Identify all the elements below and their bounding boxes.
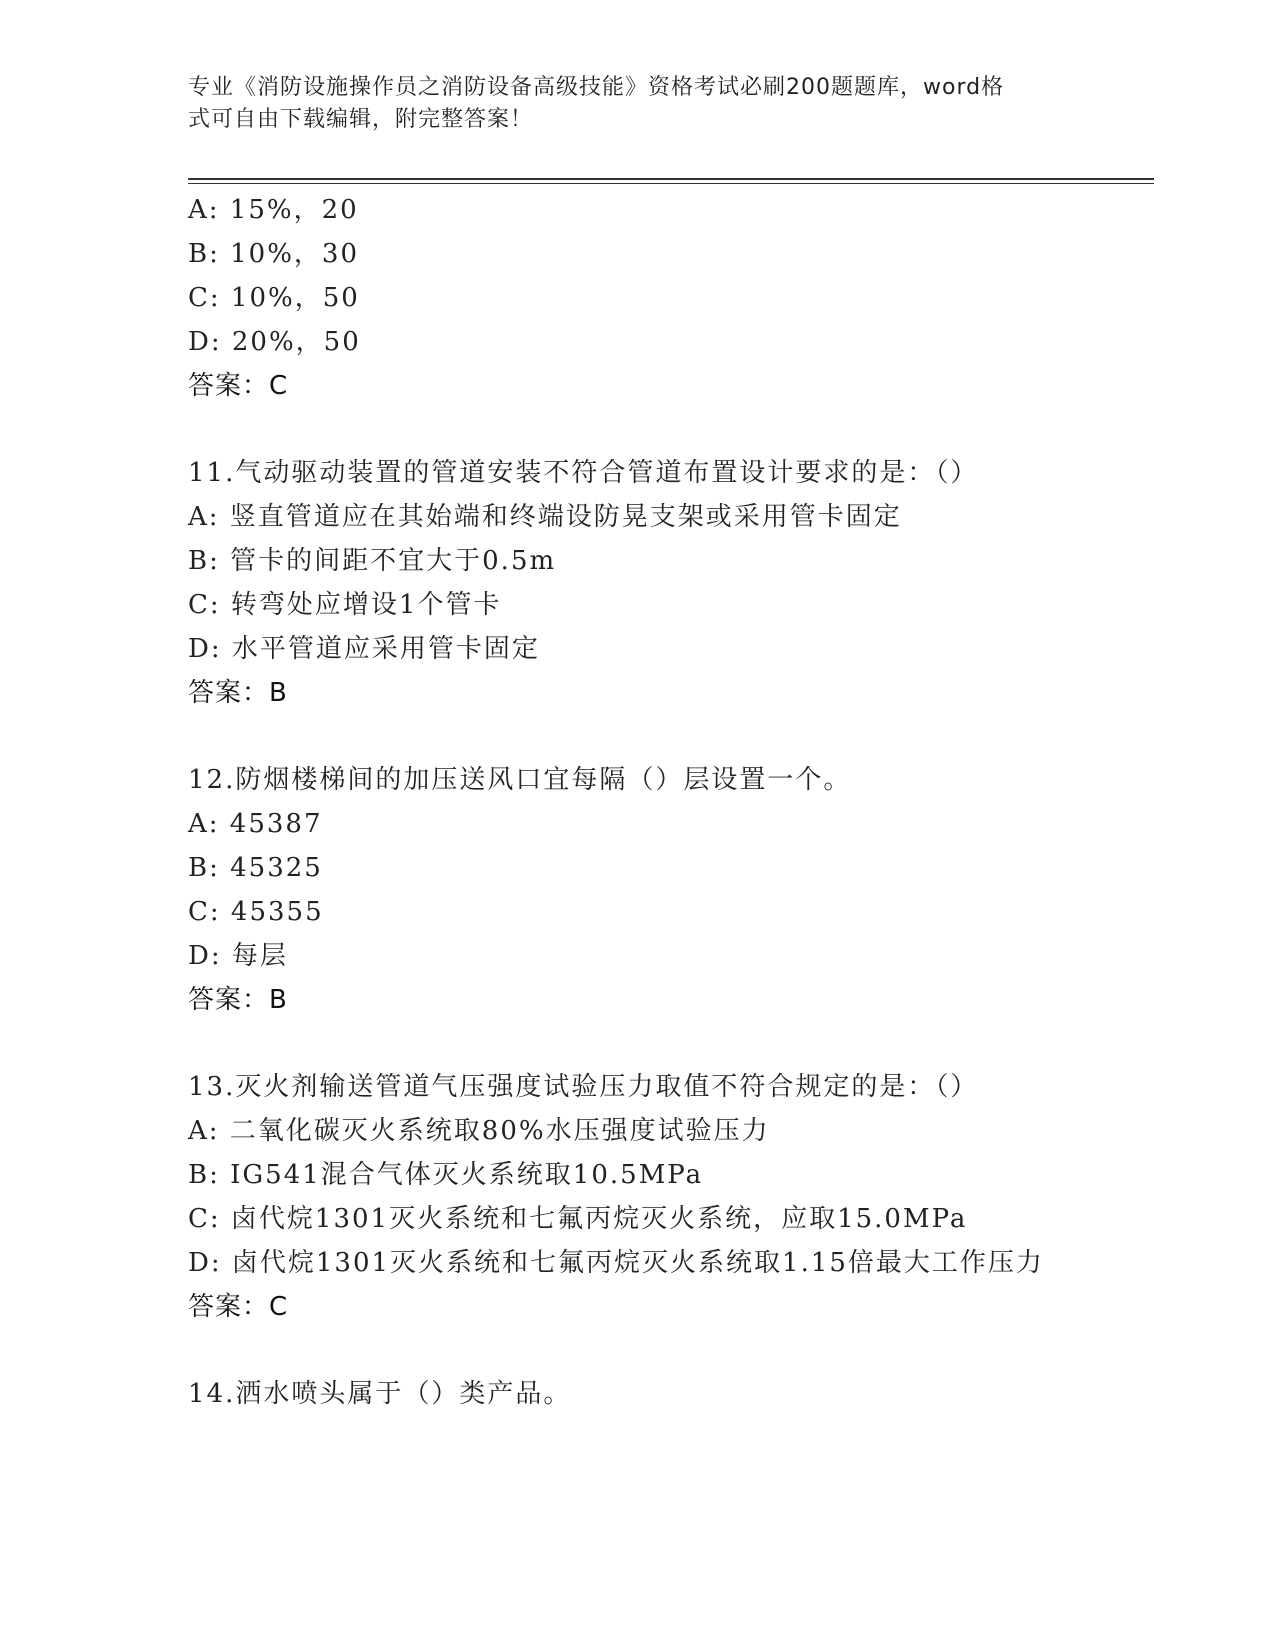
q13-answer: 答案：C: [188, 1292, 289, 1322]
q12-question: 12.防烟楼梯间的加压送风口宜每隔（）层设置一个。: [188, 765, 852, 795]
q13-option-c: C: 卤代烷1301灭火系统和七氟丙烷灭火系统，应取15.0MPa: [188, 1204, 968, 1234]
document-header: [188, 72, 1068, 136]
q11-answer: 答案：B: [188, 678, 288, 708]
header-divider-thin: [188, 183, 1154, 184]
q11-question: 11.气动驱动装置的管道安装不符合管道布置设计要求的是：（）: [188, 458, 979, 488]
q10-answer: 答案：C: [188, 371, 289, 401]
q12-option-a: A: 45387: [188, 809, 323, 839]
q11-option-d: D: 水平管道应采用管卡固定: [188, 634, 540, 664]
q10-option-c: C: 10%，50: [188, 283, 360, 313]
q10-option-a: A: 15%，20: [188, 195, 359, 225]
q12-option-c: C: 45355: [188, 897, 324, 927]
q13-option-a: A: 二氧化碳灭火系统取80%水压强度试验压力: [188, 1116, 770, 1146]
header-line-2: 式可自由下载编辑，附完整答案！: [188, 107, 534, 132]
q11-option-a: A: 竖直管道应在其始端和终端设防晃支架或采用管卡固定: [188, 502, 902, 532]
q10-option-d: D: 20%，50: [188, 327, 361, 357]
q13-option-b: B: IG541混合气体灭火系统取10.5MPa: [188, 1160, 704, 1190]
q14-question: 14.洒水喷头属于（）类产品。: [188, 1379, 572, 1409]
q12-answer: 答案：B: [188, 985, 288, 1015]
q10-option-b: B: 10%，30: [188, 239, 360, 269]
q12-option-b: B: 45325: [188, 853, 323, 883]
q11-option-c: C: 转弯处应增设1个管卡: [188, 590, 502, 620]
header-line-1: 专业《消防设施操作员之消防设备高级技能》资格考试必刷200题题库，word格: [188, 75, 1005, 100]
q13-option-d: D: 卤代烷1301灭火系统和七氟丙烷灭火系统取1.15倍最大工作压力: [188, 1248, 1044, 1278]
header-divider-thick: [188, 178, 1154, 180]
q13-question: 13.灭火剂输送管道气压强度试验压力取值不符合规定的是：（）: [188, 1072, 979, 1102]
q11-option-b: B: 管卡的间距不宜大于0.5m: [188, 546, 557, 576]
q12-option-d: D: 每层: [188, 941, 288, 971]
